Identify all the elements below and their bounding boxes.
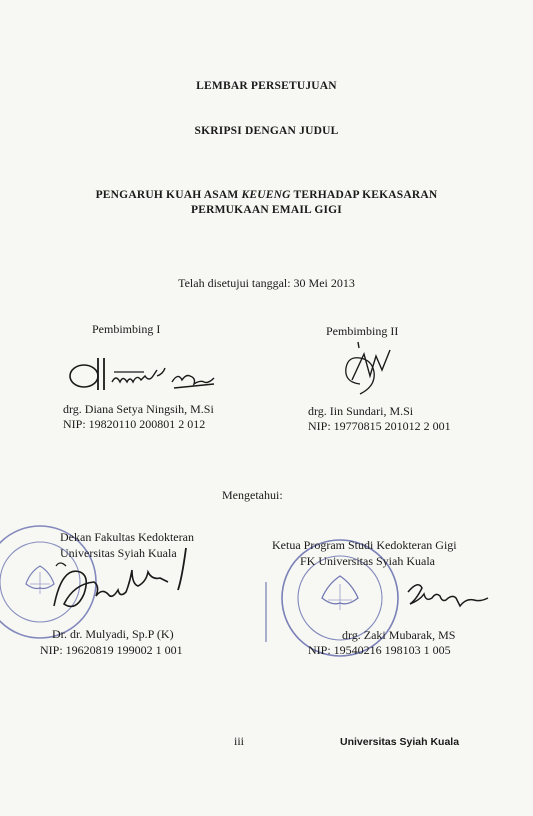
footer-institution: Universitas Syiah Kuala xyxy=(340,736,460,748)
head-role-line-2: FK Universitas Syiah Kuala xyxy=(300,554,435,568)
page-title: LEMBAR PERSETUJUAN xyxy=(196,80,337,92)
advisor-1-signature xyxy=(64,352,224,398)
dean-role-line-1: Dekan Fakultas Kedokteran xyxy=(60,530,194,544)
advisor-1-role: Pembimbing I xyxy=(92,322,161,336)
advisor-2-signature xyxy=(330,340,400,406)
advisor-2-name: drg. Iin Sundari, M.Si xyxy=(308,404,414,418)
advisor-1-name: drg. Diana Setya Ningsih, M.Si xyxy=(63,402,214,416)
advisor-1-nip: NIP: 19820110 200801 2 012 xyxy=(63,417,206,431)
advisor-2-nip: NIP: 19770815 201012 2 001 xyxy=(308,419,451,433)
acknowledged-label: Mengetahui: xyxy=(222,488,283,502)
head-name: drg. Zaki Mubarak, MS xyxy=(342,628,456,642)
approval-date: Telah disetujui tanggal: 30 Mei 2013 xyxy=(178,276,355,290)
dean-signature xyxy=(40,540,210,620)
thesis-title-italic: KEUENG xyxy=(241,189,291,201)
page-number: iii xyxy=(234,734,245,748)
head-nip: NIP: 19540216 198103 1 005 xyxy=(308,643,451,657)
thesis-title-line-1 xyxy=(0,189,533,201)
thesis-title-line-2: PERMUKAAN EMAIL GIGI xyxy=(191,204,342,216)
dean-role-line-2: Universitas Syiah Kuala xyxy=(60,546,177,560)
page-subtitle: SKRIPSI DENGAN JUDUL xyxy=(194,125,339,137)
dean-name: Dr. dr. Mulyadi, Sp.P (K) xyxy=(52,627,174,641)
head-role-line-1: Ketua Program Studi Kedokteran Gigi xyxy=(272,538,457,552)
advisor-2-role: Pembimbing II xyxy=(326,324,399,338)
thesis-title-part-a: PENGARUH KUAH ASAM xyxy=(95,189,242,201)
thesis-title-part-b: TERHADAP KEKASARAN xyxy=(290,189,438,201)
head-signature xyxy=(404,578,514,618)
dean-nip: NIP: 19620819 199002 1 001 xyxy=(40,643,183,657)
